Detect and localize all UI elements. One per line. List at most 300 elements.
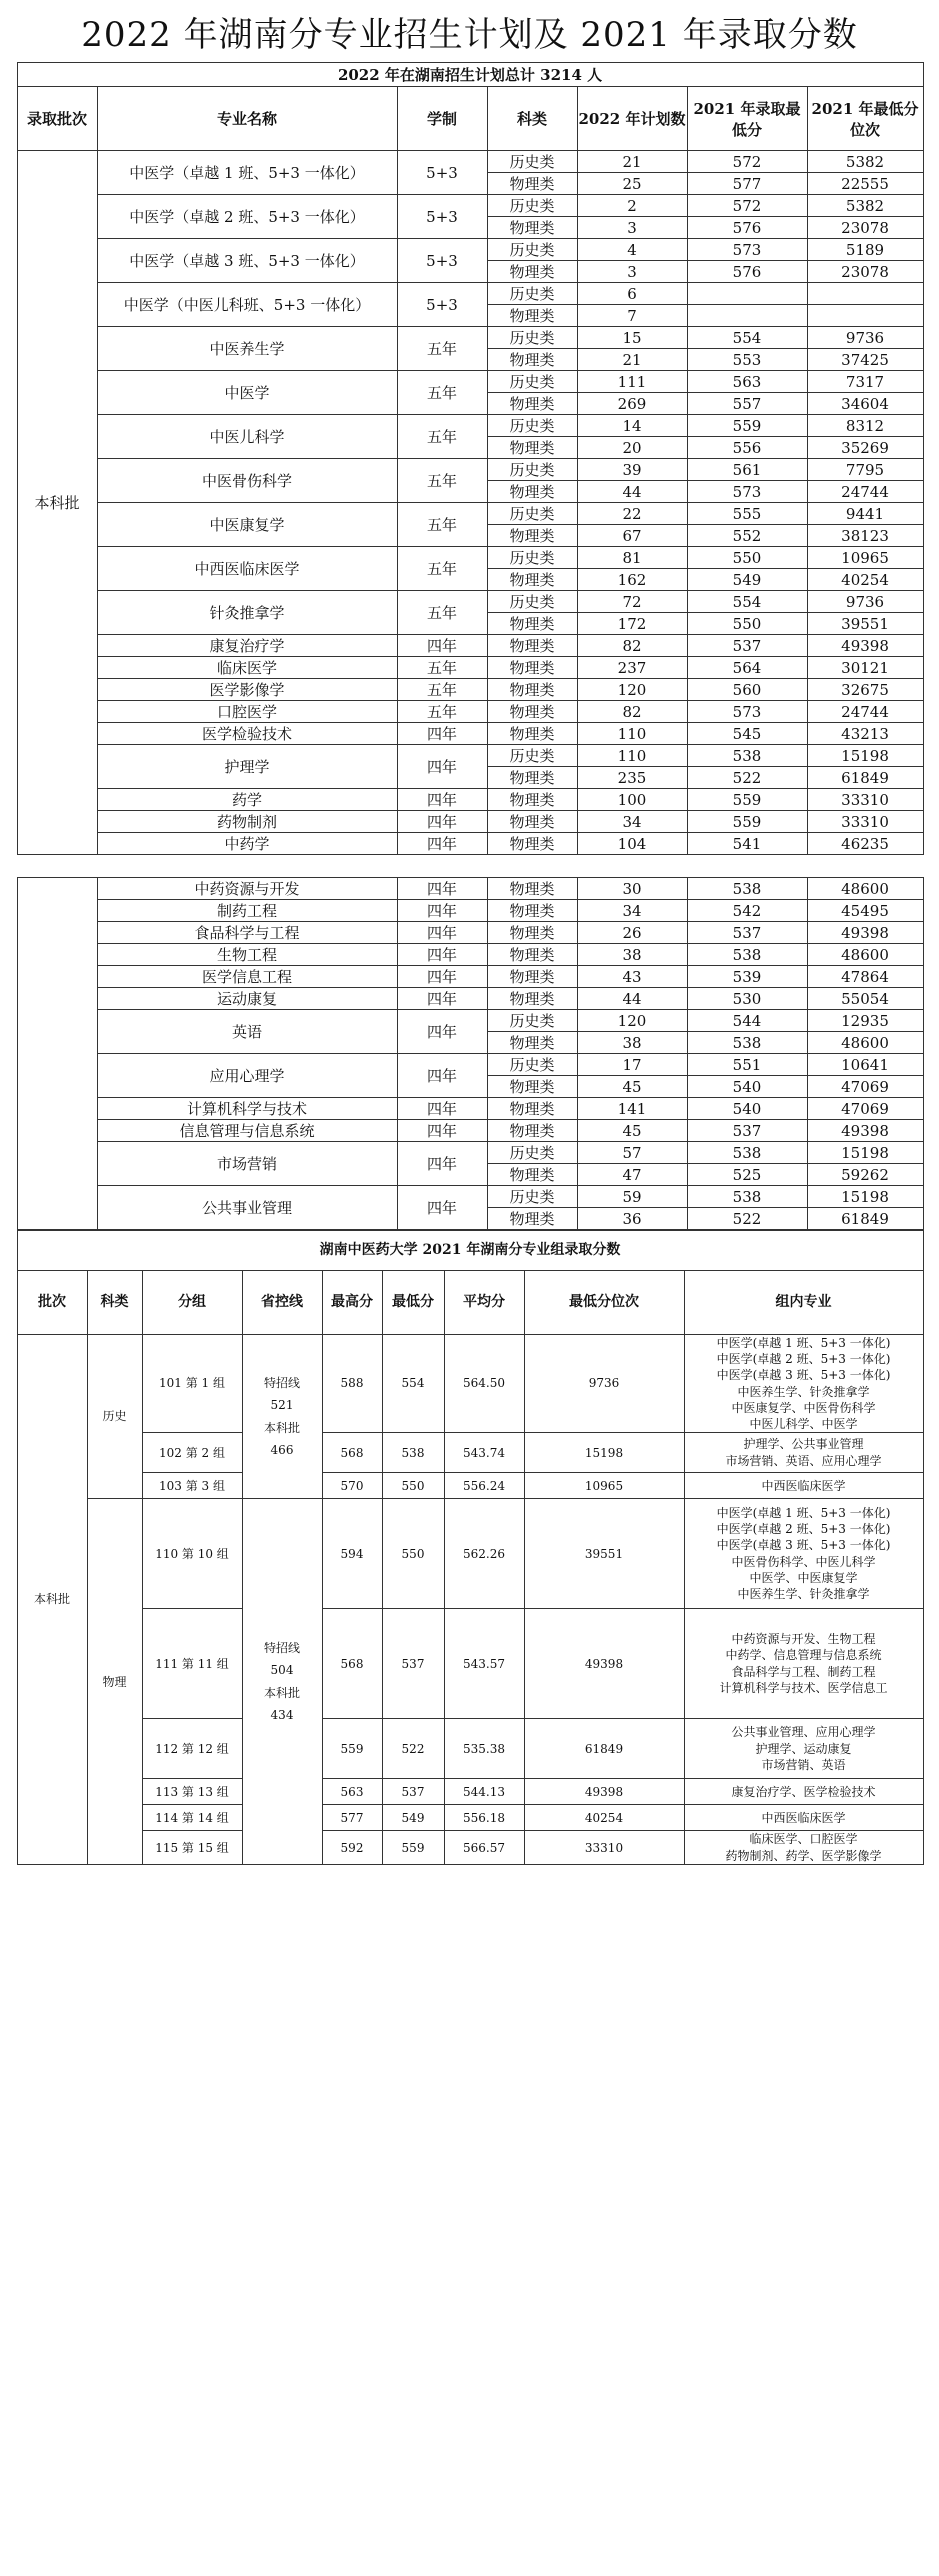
min-score: 556 — [687, 437, 807, 459]
min-score: 537 — [382, 1609, 444, 1719]
subject-cell: 物理类 — [487, 657, 577, 679]
subject-cell: 物理类 — [487, 349, 577, 371]
min-rank: 5382 — [807, 195, 923, 217]
control-line-text: 466 — [270, 1442, 294, 1457]
min-rank: 33310 — [807, 789, 923, 811]
min-rank: 23078 — [807, 217, 923, 239]
min-score: 555 — [687, 503, 807, 525]
table-row — [17, 679, 923, 701]
major-name: 中医学（卓越 2 班、5+3 一体化） — [97, 195, 397, 239]
min-rank: 5382 — [807, 151, 923, 173]
major-name: 口腔医学 — [97, 701, 397, 723]
plan-count: 269 — [577, 393, 687, 415]
subject-cell: 物理类 — [487, 1098, 577, 1120]
min-score: 545 — [687, 723, 807, 745]
subject-cell: 物理类 — [487, 635, 577, 657]
min-rank: 49398 — [807, 1120, 923, 1142]
major-years: 五年 — [397, 701, 487, 723]
min-score: 537 — [687, 635, 807, 657]
plan-count: 15 — [577, 327, 687, 349]
min-score: 550 — [382, 1473, 444, 1499]
min-rank: 30121 — [807, 657, 923, 679]
min-rank: 40254 — [524, 1805, 684, 1831]
subject-cell: 物理类 — [487, 988, 577, 1010]
subject-cell: 物理类 — [487, 305, 577, 327]
subject-cell: 物理类 — [487, 944, 577, 966]
min-score: 572 — [687, 151, 807, 173]
table-row — [17, 239, 923, 261]
plan-count: 111 — [577, 371, 687, 393]
max-score: 570 — [322, 1473, 382, 1499]
group-major-line: 中医学(卓越 3 班、5+3 一体化) — [716, 1368, 891, 1383]
table-row — [17, 503, 923, 525]
control-line-text: 本科批 — [263, 1420, 300, 1435]
header-min-rank: 2021 年最低分位次 — [807, 87, 923, 151]
table-row — [17, 1831, 923, 1865]
major-years: 5+3 — [397, 151, 487, 195]
table-row — [17, 635, 923, 657]
table-row — [17, 415, 923, 437]
major-years: 四年 — [397, 1010, 487, 1054]
group-major-line: 药物制剂、药学、医学影像学 — [725, 1848, 882, 1863]
min-rank: 35269 — [807, 437, 923, 459]
subject-cell: 物理类 — [487, 789, 577, 811]
subject-cell: 历史类 — [487, 415, 577, 437]
min-rank: 55054 — [807, 988, 923, 1010]
control-line-text: 特招线 — [263, 1376, 300, 1391]
group-cell: 111 第 11 组 — [142, 1609, 242, 1719]
group-majors-cell — [684, 1805, 923, 1831]
table-row — [17, 833, 923, 855]
subject-cell: 物理类 — [487, 525, 577, 547]
group-major-line: 中医养生学、针灸推拿学 — [737, 1587, 870, 1601]
group-majors-cell — [684, 1499, 923, 1609]
table-row — [17, 1186, 923, 1208]
subject-cell: 物理类 — [487, 569, 577, 591]
major-years: 四年 — [397, 966, 487, 988]
group-major-line: 中医学(卓越 1 班、5+3 一体化) — [716, 1506, 891, 1521]
min-score: 554 — [687, 327, 807, 349]
min-score: 573 — [687, 239, 807, 261]
min-rank: 24744 — [807, 701, 923, 723]
major-years: 五年 — [397, 503, 487, 547]
min-rank: 40254 — [807, 569, 923, 591]
table-row — [17, 459, 923, 481]
major-years: 五年 — [397, 415, 487, 459]
major-years: 五年 — [397, 679, 487, 701]
subject-cell: 物理类 — [487, 922, 577, 944]
group-major-line: 中医学(卓越 2 班、5+3 一体化) — [716, 1522, 891, 1537]
table-row — [17, 547, 923, 569]
major-years: 四年 — [397, 1142, 487, 1186]
group-cell: 101 第 1 组 — [142, 1335, 242, 1433]
table-row — [17, 723, 923, 745]
plan-count: 6 — [577, 283, 687, 305]
subject-cell: 物理类 — [487, 701, 577, 723]
page-title: 2022 年湖南分专业招生计划及 2021 年录取分数 — [81, 14, 858, 55]
major-years: 5+3 — [397, 283, 487, 327]
plan-count: 141 — [577, 1098, 687, 1120]
group-major-line: 市场营销、英语、应用心理学 — [725, 1453, 882, 1468]
major-name: 应用心理学 — [97, 1054, 397, 1098]
min-rank: 47069 — [807, 1076, 923, 1098]
plan-count: 120 — [577, 1010, 687, 1032]
group-major-line: 中医学、中医康复学 — [749, 1570, 858, 1585]
control-line-text: 504 — [270, 1663, 294, 1678]
min-rank: 48600 — [807, 1032, 923, 1054]
major-name: 中医学（卓越 3 班、5+3 一体化） — [97, 239, 397, 283]
major-name: 计算机科学与技术 — [97, 1098, 397, 1120]
plan-count: 17 — [577, 1054, 687, 1076]
plan-count: 21 — [577, 151, 687, 173]
subject-cell: 物理类 — [487, 613, 577, 635]
major-name: 中西医临床医学 — [97, 547, 397, 591]
min-rank: 49398 — [807, 922, 923, 944]
major-name: 市场营销 — [97, 1142, 397, 1186]
subject-cell: 物理类 — [487, 679, 577, 701]
max-score: 577 — [322, 1805, 382, 1831]
avg-score: 556.24 — [444, 1473, 524, 1499]
plan-count: 21 — [577, 349, 687, 371]
group-table-caption: 湖南中医药大学 2021 年湖南分专业组录取分数 — [17, 1231, 923, 1271]
plan-count: 120 — [577, 679, 687, 701]
avg-score: 556.18 — [444, 1805, 524, 1831]
table-row — [17, 327, 923, 349]
subject-cell: 历史类 — [487, 239, 577, 261]
subject-cell: 物理类 — [487, 811, 577, 833]
major-name: 药物制剂 — [97, 811, 397, 833]
min-score: 563 — [687, 371, 807, 393]
min-rank: 10641 — [807, 1054, 923, 1076]
table-row — [17, 1609, 923, 1719]
table-row — [17, 966, 923, 988]
group-cell: 103 第 3 组 — [142, 1473, 242, 1499]
control-line-cell — [242, 1335, 322, 1499]
major-name: 中医学 — [97, 371, 397, 415]
subject-cell: 物理类 — [487, 481, 577, 503]
subject-cell: 历史类 — [487, 1186, 577, 1208]
table-row — [17, 1142, 923, 1164]
table-row — [17, 1805, 923, 1831]
plan-count: 34 — [577, 811, 687, 833]
major-years: 四年 — [397, 723, 487, 745]
subject-cell: 物理类 — [487, 767, 577, 789]
major-years: 四年 — [397, 1120, 487, 1142]
min-score: 559 — [687, 415, 807, 437]
min-rank: 15198 — [807, 745, 923, 767]
major-years: 五年 — [397, 657, 487, 679]
major-years: 四年 — [397, 944, 487, 966]
avg-score: 566.57 — [444, 1831, 524, 1865]
plan-count: 14 — [577, 415, 687, 437]
table-row — [17, 1335, 923, 1433]
group-major-line: 中医学(卓越 3 班、5+3 一体化) — [716, 1538, 891, 1553]
plan-count: 20 — [577, 437, 687, 459]
min-score: 522 — [687, 767, 807, 789]
major-name: 康复治疗学 — [97, 635, 397, 657]
min-rank: 61849 — [807, 1208, 923, 1230]
table-row — [17, 1098, 923, 1120]
plan-count: 4 — [577, 239, 687, 261]
plan-count: 57 — [577, 1142, 687, 1164]
major-name: 医学信息工程 — [97, 966, 397, 988]
major-name: 医学影像学 — [97, 679, 397, 701]
min-rank: 32675 — [807, 679, 923, 701]
subject-cell: 历史类 — [487, 327, 577, 349]
plan-count: 44 — [577, 988, 687, 1010]
subject-cell: 历史类 — [487, 591, 577, 613]
major-name: 中医学（中医儿科班、5+3 一体化） — [97, 283, 397, 327]
avg-score: 564.50 — [444, 1335, 524, 1433]
table-row — [17, 900, 923, 922]
group-major-line: 康复治疗学、医学检验技术 — [731, 1784, 876, 1799]
table-row — [17, 1719, 923, 1779]
major-years: 五年 — [397, 547, 487, 591]
min-rank: 61849 — [524, 1719, 684, 1779]
subject-cell: 物理类 — [487, 900, 577, 922]
plan-count: 81 — [577, 547, 687, 569]
table-row — [17, 591, 923, 613]
min-rank: 39551 — [807, 613, 923, 635]
group-cell: 102 第 2 组 — [142, 1433, 242, 1473]
subject-cell: 物理类 — [487, 1208, 577, 1230]
major-years: 五年 — [397, 459, 487, 503]
plan-count: 110 — [577, 745, 687, 767]
group-cell: 110 第 10 组 — [142, 1499, 242, 1609]
table-row — [17, 1779, 923, 1805]
table-row — [17, 1010, 923, 1032]
min-rank: 43213 — [807, 723, 923, 745]
group-major-line: 中西医临床医学 — [761, 1810, 846, 1825]
table-row — [17, 195, 923, 217]
major-years: 四年 — [397, 878, 487, 900]
max-score: 559 — [322, 1719, 382, 1779]
major-name: 中医儿科学 — [97, 415, 397, 459]
group-major-line: 中医儿科学、中医学 — [749, 1416, 858, 1431]
min-score: 576 — [687, 261, 807, 283]
min-score: 564 — [687, 657, 807, 679]
group-majors-cell — [684, 1609, 923, 1719]
control-line-text: 特招线 — [263, 1641, 300, 1656]
plan-count: 104 — [577, 833, 687, 855]
group-majors-cell — [684, 1335, 923, 1433]
min-score: 537 — [687, 922, 807, 944]
min-score: 559 — [687, 789, 807, 811]
max-score: 588 — [322, 1335, 382, 1433]
table-row — [17, 1054, 923, 1076]
min-rank: 9736 — [524, 1335, 684, 1433]
min-rank — [807, 305, 923, 327]
subject-cell: 历史类 — [487, 1010, 577, 1032]
plan-count: 45 — [577, 1120, 687, 1142]
group-major-line: 中医康复学、中医骨伤科学 — [731, 1400, 876, 1415]
min-rank: 37425 — [807, 349, 923, 371]
group-majors-cell — [684, 1433, 923, 1473]
plan-count: 22 — [577, 503, 687, 525]
avg-score: 562.26 — [444, 1499, 524, 1609]
major-years: 四年 — [397, 635, 487, 657]
subject-cell: 物理类 — [487, 1076, 577, 1098]
table-row — [17, 1473, 923, 1499]
group-majors-cell — [684, 1779, 923, 1805]
major-years: 四年 — [397, 789, 487, 811]
major-name: 中药学 — [97, 833, 397, 855]
min-score: 557 — [687, 393, 807, 415]
table-row — [17, 371, 923, 393]
group-major-line: 中医学(卓越 1 班、5+3 一体化) — [716, 1336, 891, 1350]
subject-cell: 历史 — [87, 1335, 142, 1499]
subject-cell: 历史类 — [487, 547, 577, 569]
group-major-line: 中药学、信息管理与信息系统 — [725, 1648, 882, 1663]
min-score — [687, 283, 807, 305]
subject-cell: 历史类 — [487, 283, 577, 305]
max-score: 594 — [322, 1499, 382, 1609]
subject-cell: 物理类 — [487, 437, 577, 459]
min-score: 550 — [382, 1499, 444, 1609]
min-rank: 15198 — [807, 1142, 923, 1164]
major-name: 中医骨伤科学 — [97, 459, 397, 503]
header-min-score: 2021 年录取最低分 — [687, 87, 807, 151]
min-rank: 47864 — [807, 966, 923, 988]
plan-count: 162 — [577, 569, 687, 591]
min-rank: 9441 — [807, 503, 923, 525]
plan-count: 72 — [577, 591, 687, 613]
min-score: 560 — [687, 679, 807, 701]
subject-cell: 物理类 — [487, 393, 577, 415]
plan-count: 110 — [577, 723, 687, 745]
major-name: 针灸推拿学 — [97, 591, 397, 635]
min-score: 554 — [382, 1335, 444, 1433]
min-rank: 47069 — [807, 1098, 923, 1120]
min-score: 559 — [687, 811, 807, 833]
min-rank: 49398 — [524, 1779, 684, 1805]
header-group-majors: 组内专业 — [684, 1271, 923, 1335]
group-major-line: 市场营销、英语 — [761, 1757, 846, 1772]
group-major-line: 中医骨伤科学、中医儿科学 — [731, 1554, 876, 1569]
max-score: 563 — [322, 1779, 382, 1805]
table-row — [17, 988, 923, 1010]
min-score — [687, 305, 807, 327]
max-score: 592 — [322, 1831, 382, 1865]
plan-count: 45 — [577, 1076, 687, 1098]
min-rank: 46235 — [807, 833, 923, 855]
min-rank: 49398 — [524, 1609, 684, 1719]
min-rank: 12935 — [807, 1010, 923, 1032]
batch-cell: 本科批 — [17, 151, 97, 855]
major-years: 四年 — [397, 745, 487, 789]
plan-count: 44 — [577, 481, 687, 503]
control-line-text: 本科批 — [263, 1685, 300, 1700]
header-max-score: 最高分 — [322, 1271, 382, 1335]
min-rank: 9736 — [807, 327, 923, 349]
group-cell: 114 第 14 组 — [142, 1805, 242, 1831]
major-name: 临床医学 — [97, 657, 397, 679]
min-rank: 45495 — [807, 900, 923, 922]
min-rank: 7317 — [807, 371, 923, 393]
subject-cell: 历史类 — [487, 503, 577, 525]
subject-cell: 物理 — [87, 1499, 142, 1865]
major-name: 医学检验技术 — [97, 723, 397, 745]
table-row — [17, 1499, 923, 1609]
avg-score: 535.38 — [444, 1719, 524, 1779]
plan-count: 82 — [577, 635, 687, 657]
subject-cell: 物理类 — [487, 217, 577, 239]
min-rank: 61849 — [807, 767, 923, 789]
group-cell: 112 第 12 组 — [142, 1719, 242, 1779]
min-score: 538 — [687, 1032, 807, 1054]
major-name: 生物工程 — [97, 944, 397, 966]
min-score: 552 — [687, 525, 807, 547]
document-sheet — [17, 62, 923, 1865]
min-score: 541 — [687, 833, 807, 855]
major-years: 四年 — [397, 922, 487, 944]
min-score: 538 — [687, 1186, 807, 1208]
plan-count: 3 — [577, 217, 687, 239]
plan-count: 47 — [577, 1164, 687, 1186]
group-major-line: 中医学(卓越 2 班、5+3 一体化) — [716, 1352, 891, 1367]
avg-score: 544.13 — [444, 1779, 524, 1805]
min-score: 538 — [382, 1433, 444, 1473]
major-name: 中医养生学 — [97, 327, 397, 371]
major-years: 四年 — [397, 1054, 487, 1098]
major-years: 四年 — [397, 811, 487, 833]
group-major-line: 中药资源与开发、生物工程 — [731, 1632, 876, 1647]
subject-cell: 历史类 — [487, 151, 577, 173]
min-rank: 15198 — [807, 1186, 923, 1208]
subject-cell: 物理类 — [487, 1032, 577, 1054]
min-score: 554 — [687, 591, 807, 613]
min-score: 542 — [687, 900, 807, 922]
major-name: 护理学 — [97, 745, 397, 789]
subject-cell: 物理类 — [487, 1164, 577, 1186]
table-row — [17, 151, 923, 173]
major-name: 药学 — [97, 789, 397, 811]
subject-cell: 历史类 — [487, 1142, 577, 1164]
group-major-line: 计算机科学与技术、医学信息工 — [719, 1680, 888, 1695]
major-years: 四年 — [397, 988, 487, 1010]
header-subject: 科类 — [487, 87, 577, 151]
min-score: 577 — [687, 173, 807, 195]
subject-cell: 历史类 — [487, 1054, 577, 1076]
group-major-line: 护理学、公共事业管理 — [743, 1437, 864, 1452]
min-rank: 22555 — [807, 173, 923, 195]
header-batch: 批次 — [17, 1271, 87, 1335]
plan-count: 82 — [577, 701, 687, 723]
table-row — [17, 811, 923, 833]
min-rank: 34604 — [807, 393, 923, 415]
min-rank: 33310 — [807, 811, 923, 833]
group-major-line: 临床医学、口腔医学 — [749, 1832, 858, 1847]
header-subject: 科类 — [87, 1271, 142, 1335]
avg-score: 543.57 — [444, 1609, 524, 1719]
min-score: 538 — [687, 878, 807, 900]
min-score: 573 — [687, 701, 807, 723]
min-score: 549 — [382, 1805, 444, 1831]
control-line-cell — [242, 1499, 322, 1865]
major-name: 中医康复学 — [97, 503, 397, 547]
subject-cell: 历史类 — [487, 745, 577, 767]
min-rank: 33310 — [524, 1831, 684, 1865]
table-row — [17, 701, 923, 723]
major-years: 四年 — [397, 833, 487, 855]
table-row — [17, 657, 923, 679]
control-line-text: 521 — [270, 1398, 294, 1413]
major-years: 五年 — [397, 591, 487, 635]
plan-count: 2 — [577, 195, 687, 217]
major-years: 四年 — [397, 1186, 487, 1230]
header-group: 分组 — [142, 1271, 242, 1335]
group-cell: 113 第 13 组 — [142, 1779, 242, 1805]
